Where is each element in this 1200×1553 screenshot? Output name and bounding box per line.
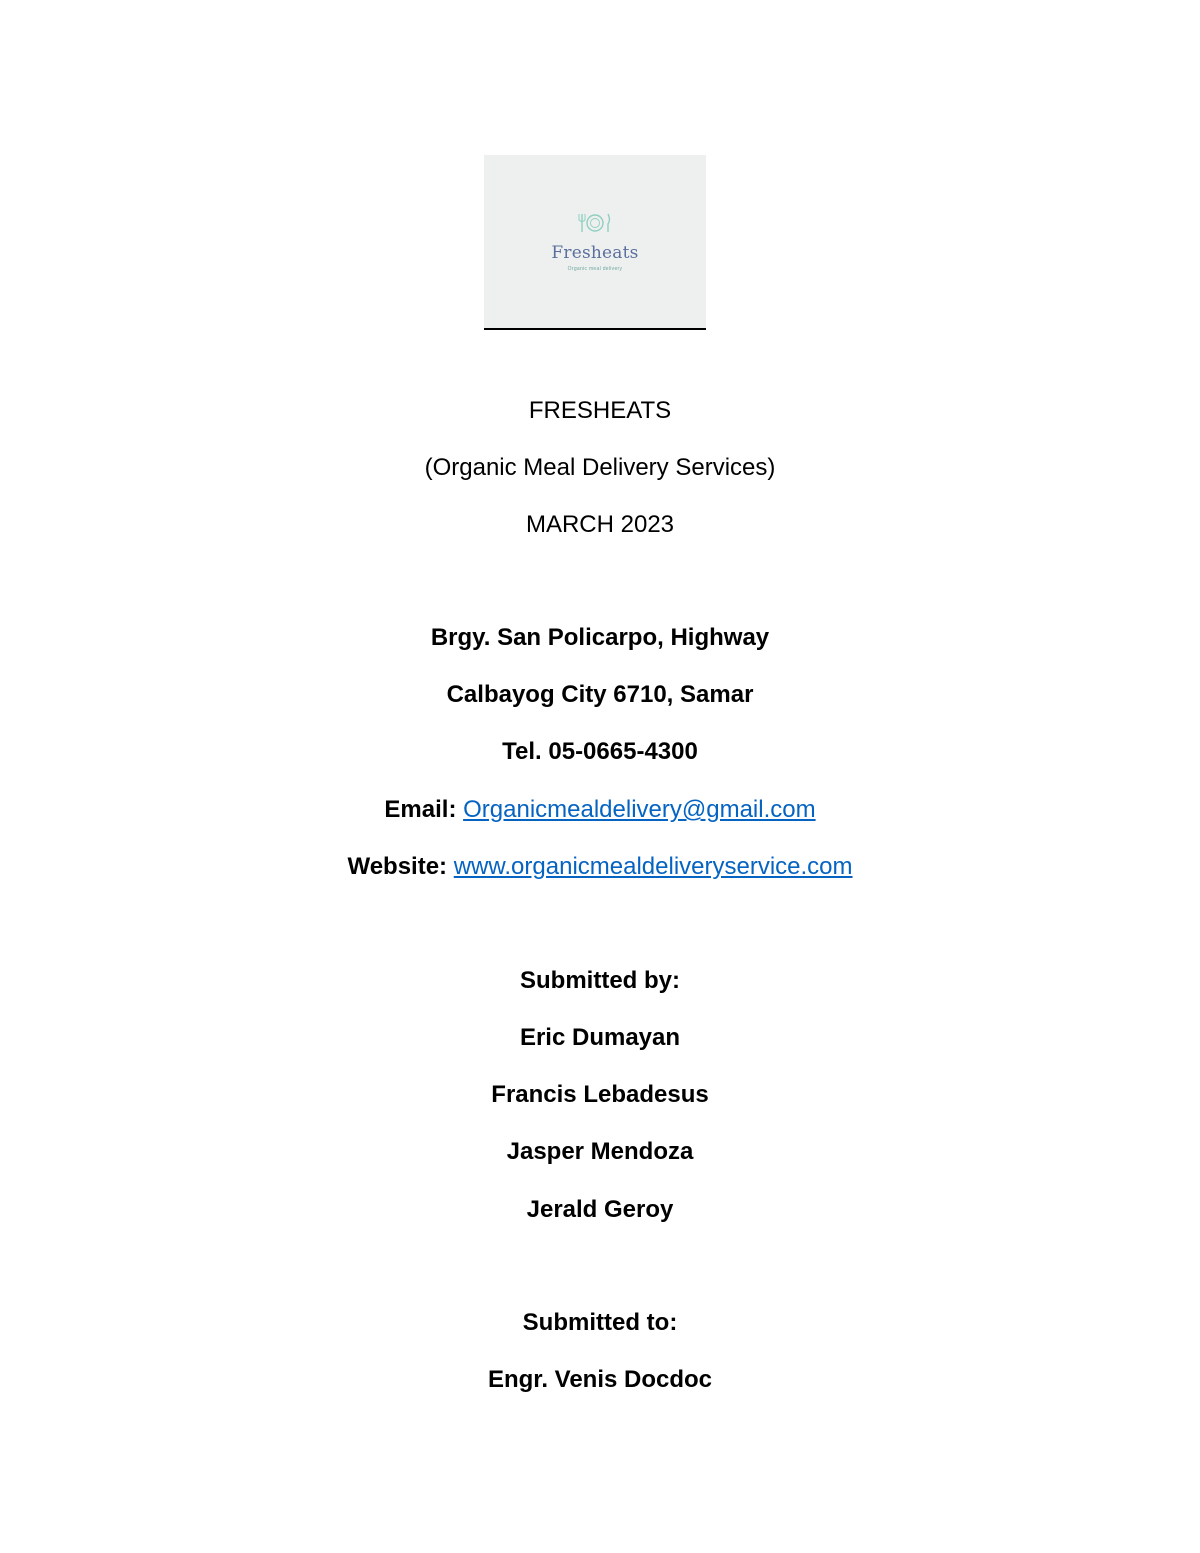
company-subtitle: (Organic Meal Delivery Services) [424,454,776,481]
logo-brand-name: Fresheats [551,243,639,263]
telephone: Tel. 05-0665-4300 [502,738,698,765]
address-line-1: Brgy. San Policarpo, Highway [430,624,770,651]
submitter-name: Francis Lebadesus [491,1081,709,1108]
website-label: Website: [347,853,448,880]
submitted-to-label: Submitted to: [522,1309,678,1336]
email-row [0,795,1200,825]
report-date: MARCH 2023 [525,511,675,538]
fork-knife-plate-icon [484,211,706,235]
company-name: FRESHEATS [528,397,672,424]
submitter-name: Jerald Geroy [526,1196,674,1223]
submitted-by-label: Submitted by: [520,967,680,994]
logo-tagline: Organic meal delivery [567,266,623,272]
website-link[interactable]: www.organicmealdeliveryservice.com [453,853,853,880]
website-row [0,852,1200,882]
submitter-name: Eric Dumayan [519,1024,681,1051]
logo [484,155,706,328]
logo-underline [484,328,706,330]
email-label: Email: [384,796,457,823]
address-line-2: Calbayog City 6710, Samar [446,681,754,708]
submitter-name: Jasper Mendoza [506,1138,694,1165]
recipient-name: Engr. Venis Docdoc [487,1366,713,1393]
email-link[interactable]: Organicmealdelivery@gmail.com [463,796,816,823]
